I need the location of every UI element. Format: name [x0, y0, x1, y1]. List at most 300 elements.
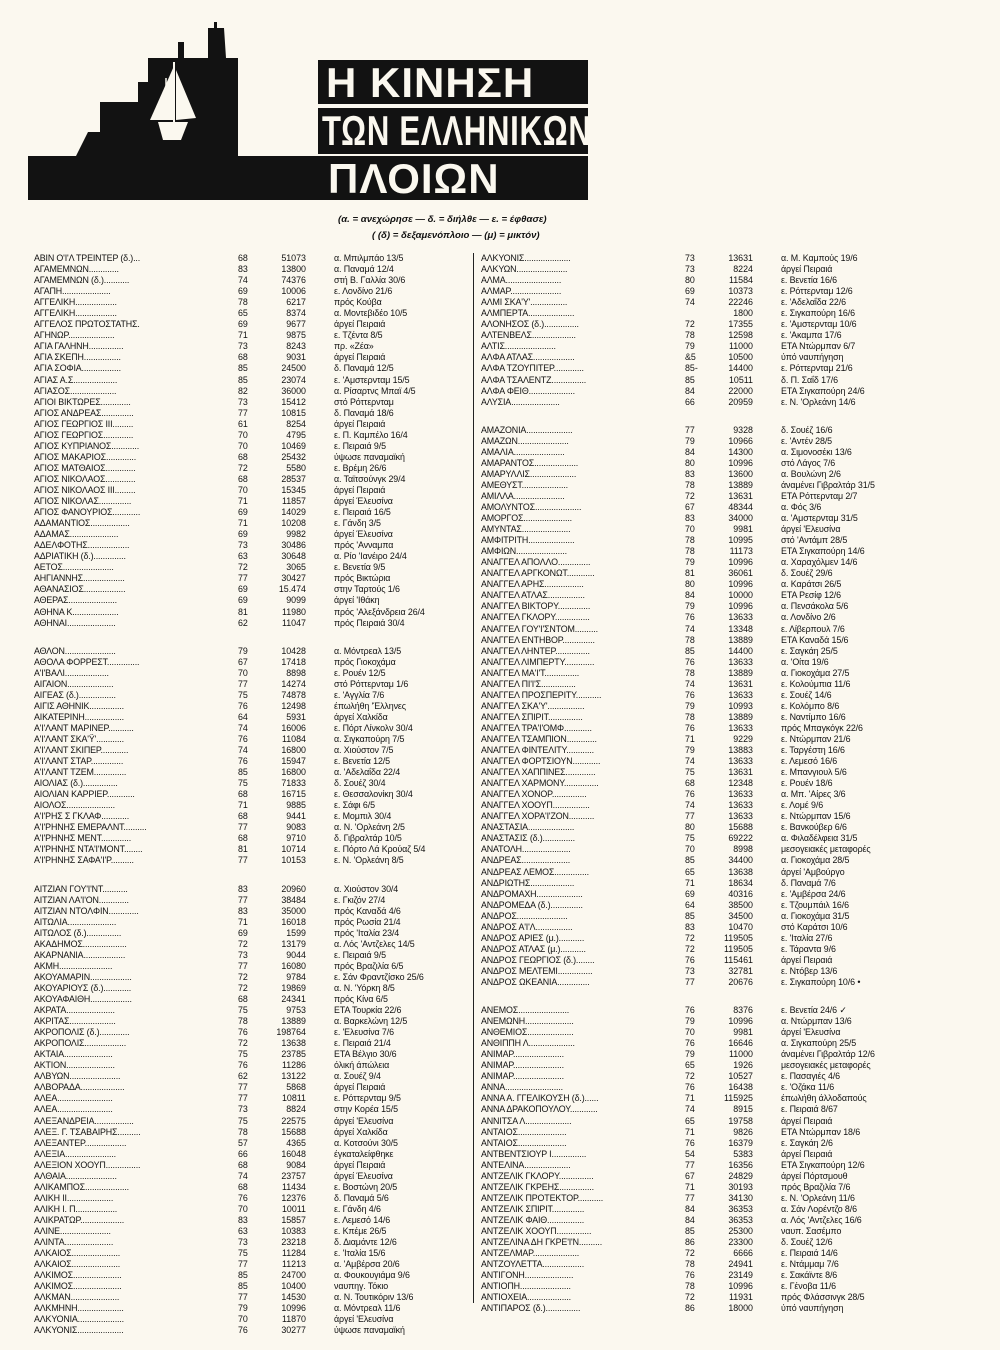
ship-status: πρός Βικτώρια [334, 573, 391, 584]
ship-name: ΑΘΗΝΑ Κ.................... [34, 606, 119, 617]
ship-name: ΑΛΤΙΣ...................... [481, 341, 556, 352]
tonnage: 13633 [728, 789, 753, 800]
ship-status: α. Βουλώνη 2/6 [781, 468, 841, 479]
ship-name: ΑΛΜΑΡ...................... [481, 286, 562, 297]
ship-row [481, 723, 901, 734]
ship-status: α. Σιγκαπούρη 7/5 [334, 733, 405, 744]
ship-name: ΑΝΑΓΓΕΛ ΧΟΝΟΡ............... [481, 789, 587, 800]
ship-name: ΑΚΟΥΑΜΑΡΙΝ.................. [34, 971, 132, 982]
right-column [481, 253, 901, 1314]
tonnage: 11434 [281, 1181, 306, 1192]
build-year: 72 [685, 490, 695, 501]
ship-row [481, 955, 901, 966]
ship-name: ΑΓΙΟΣ ΓΕΩΡΓΙΟΣ............. [34, 429, 134, 440]
ship-name: ΑΛΚΜΗΝΗ.................... [34, 1303, 124, 1314]
ship-status: ε. Βενετία 9/5 [334, 562, 386, 573]
build-year: 72 [685, 932, 695, 943]
build-year: 74 [238, 722, 248, 733]
tonnage: 9981 [733, 1027, 753, 1038]
ship-row [34, 595, 454, 606]
ship-row [34, 1292, 454, 1303]
build-year: 76 [685, 954, 695, 965]
build-year: &5 [685, 352, 696, 363]
build-year: 70 [238, 1203, 248, 1214]
tonnage: 10011 [281, 1203, 306, 1214]
ship-row [34, 800, 454, 811]
ship-status: ε. Τζουμπάιλ 16/6 [781, 899, 849, 910]
tonnage: 18634 [728, 877, 753, 888]
ship-name: ΑΙΟΛΙΑΣ (δ.)............... [34, 778, 118, 789]
ship-row [34, 1325, 454, 1336]
build-year: 68 [238, 994, 248, 1004]
tonnage: 11584 [728, 275, 753, 286]
build-year: 69 [238, 286, 248, 297]
build-year: 77 [238, 1292, 248, 1303]
ship-status: άργεί 'Ιθάκη [334, 595, 380, 606]
tonnage: 15412 [281, 396, 306, 407]
build-year: 67 [685, 1170, 695, 1181]
ship-status: άργεί Χαλκίδα [334, 1126, 388, 1137]
ship-row [481, 491, 901, 502]
ship-status: ε. 'Αμβέρσα 24/6 [781, 888, 846, 899]
ship-row [481, 889, 901, 900]
build-year: 64 [685, 899, 695, 910]
tonnage: 15345 [281, 484, 306, 495]
ship-status: δ. Παναμά 5/6 [334, 1192, 389, 1203]
ship-row [34, 1071, 454, 1082]
build-year: 62 [238, 1071, 248, 1082]
ship-row [34, 1093, 454, 1104]
ship-status: ε. Πειραιά 16/5 [334, 507, 391, 518]
build-year: 77 [238, 1093, 248, 1104]
ship-name: ΑΝΑΓΓΕΛ ΑΤΛΑΣ................ [481, 590, 585, 601]
ship-name: ΑΗΓΙΑΝΝΗΣ.................. [34, 573, 125, 584]
ship-name: ΑΜΥΝΤΑΣ..................... [481, 524, 571, 535]
ship-name: ΑΓΙΑ ΓΑΛΗΝΗ............... [34, 341, 124, 352]
ship-name: ΑΝΑΓΓΕΛ ΣΚΑ'Υ'................ [481, 700, 585, 711]
column-divider [473, 253, 474, 1303]
build-year: 71 [685, 1181, 695, 1192]
tonnage: 115925 [724, 1093, 753, 1104]
build-year: 77 [685, 977, 695, 987]
tonnage: 8898 [286, 667, 306, 678]
build-year: 79 [238, 1303, 248, 1314]
tonnage: 34400 [728, 855, 753, 866]
ship-name: ΑΚΤΙΟΝ..................... [34, 1060, 115, 1071]
tonnage: 10996 [728, 1016, 753, 1027]
tonnage: 13600 [728, 468, 753, 479]
ship-status: δ. Διαμάντε 12/6 [334, 1237, 397, 1248]
ship-name: ΑΝΘΙΠΠΗ Λ.................... [481, 1038, 575, 1049]
build-year: 81 [238, 844, 248, 855]
ship-status: ε. Γάνδη 4/6 [334, 1203, 381, 1214]
ship-row [34, 939, 454, 950]
ship-status: ε. Κολόμπο 8/6 [781, 700, 840, 711]
build-year: 57 [238, 1137, 248, 1148]
tonnage: 13800 [281, 264, 306, 275]
ship-name: ΑΚΤΑΙΑ..................... [34, 1049, 113, 1060]
ship-name: ΑΜΑΖΩΝ...................... [481, 435, 569, 446]
tonnage: 11870 [281, 1314, 306, 1325]
ship-name: ΑΝΑΓΓΕΛ ΧΟΡΑ'Ι'ΖΟΝ........... [481, 811, 595, 822]
build-year: 79 [685, 1049, 695, 1060]
build-year: 85 [238, 767, 248, 778]
ship-status: ε. Γκιζόν 27/4 [334, 894, 386, 905]
build-year: 84 [685, 446, 695, 457]
build-year: 68 [685, 778, 695, 789]
tonnage: 16356 [728, 1159, 753, 1170]
ship-status: πρός Πειραιά 30/4 [334, 617, 405, 628]
ship-row [481, 778, 901, 789]
ship-row [481, 1303, 901, 1314]
ship-name: Α'Ι'ΒΑΛΙ................... [34, 667, 109, 678]
build-year: 78 [685, 1281, 695, 1292]
tonnage: 14029 [281, 507, 306, 518]
build-year: 72 [685, 1071, 695, 1082]
ship-name: ΑΝΑΓΓΕΛ ΤΡΑ'Ι'ΟΜΦ............ [481, 722, 592, 733]
tonnage: 22000 [728, 385, 753, 396]
tonnage: 28537 [281, 473, 306, 484]
ship-row [34, 1149, 454, 1160]
tonnage: 38484 [281, 894, 306, 905]
build-year: 74 [238, 275, 248, 286]
tonnage: 1800 [733, 308, 753, 319]
ship-status: ε. Κολούμπια 11/6 [781, 678, 851, 689]
ship-row [481, 1082, 901, 1093]
build-year: 70 [685, 524, 695, 535]
ship-row [34, 950, 454, 961]
ship-status: α. Σιγκαπούρη 25/5 [781, 1038, 857, 1049]
ship-status: ε. Πειραιά 9/5 [334, 949, 386, 960]
build-year: 64 [238, 711, 248, 722]
ship-status: ΕΤΑ Τουρκία 22/6 [334, 1005, 402, 1016]
ship-status: α. Ρίο 'Ιανέιρο 24/4 [334, 551, 407, 562]
ship-name: ΑΓΓΕΛΙΚΗ.................. [34, 308, 117, 319]
build-year: 77 [238, 573, 248, 584]
tonnage: 9328 [733, 424, 753, 435]
ship-row [34, 419, 454, 430]
ship-row [481, 1104, 901, 1115]
ship-status: άργεί Πειραιά [334, 1159, 386, 1170]
ship-name: ΑΓΙΟΙ ΒΙΚΤΩΡΕΣ............. [34, 396, 131, 407]
tonnage: 13889 [281, 1016, 306, 1027]
tonnage: 5868 [286, 1082, 306, 1093]
tonnage: 36353 [728, 1214, 753, 1225]
ship-name: ΑΓΙΑ ΣΟΦΙΑ................. [34, 363, 121, 374]
build-year: 83 [238, 1214, 248, 1225]
ship-status: α. Παναμά 12/4 [334, 264, 394, 275]
build-year: 75 [685, 767, 695, 778]
ship-status: ε. Μομπιλ 30/4 [334, 811, 392, 822]
title-line-2: ΤΩΝ ΕΛΛΗΝΙΚΩΝ [322, 107, 592, 154]
ship-status: πρός Κίνα 6/5 [334, 994, 388, 1004]
build-year: 72 [685, 319, 695, 330]
ship-name: ΑΔΕΛΦΟΤΗΣ.................. [34, 540, 130, 551]
build-year: 70 [238, 667, 248, 678]
build-year: 79 [685, 341, 695, 352]
ship-row [481, 734, 901, 745]
tonnage: 8254 [286, 418, 306, 429]
ship-row [481, 900, 901, 911]
ship-row [34, 983, 454, 994]
ship-name: ΑΙΤΖΙΑΝ ΓΟΥ'Ι'ΝΤ........... [34, 883, 128, 894]
ship-name: ΑΓΙΟΣ ΦΑΝΟΥΡΙΟΣ............ [34, 507, 141, 518]
ship-row [34, 562, 454, 573]
ship-name: ΑΓΓΕΛΟΣ ΠΡΩΤΟΣΤΑΤΗΣ. [34, 319, 140, 330]
ship-status: ε. Κπέμε 26/5 [334, 1225, 387, 1236]
legend-line-2: ( (δ) = δεξαμενόπλοιο — (μ) = μικτόν) [372, 230, 540, 241]
tonnage: 9753 [286, 1005, 306, 1016]
tonnage: 25432 [281, 451, 306, 462]
ship-row [34, 734, 454, 745]
ship-status: ε. Ρόττερνταμ 12/6 [781, 286, 853, 297]
tonnage: 12498 [281, 700, 306, 711]
ship-row [481, 253, 901, 264]
build-year: 78 [685, 634, 695, 645]
ship-name: ΑΛΚΥΟΝΙΣ.................... [34, 1325, 124, 1336]
ship-row [481, 922, 901, 933]
tonnage: 22575 [281, 1115, 306, 1126]
ship-name: ΑΝΔΡΟΜΑΧΗ.................... [481, 888, 583, 899]
ship-name: ΑΝΑΓΓΕΛ ΧΑΡΜΟΝΥ............... [481, 778, 599, 789]
ship-name: ΑΝΔΡΙΩΤΗΣ................... [481, 877, 575, 888]
ship-name: ΑΛΦΑ ΦΕΙΘ.................... [481, 385, 575, 396]
build-year: 69 [238, 319, 248, 330]
ship-name: Α'Ι'ΛΑΝΤ ΣΤΑΡ.............. [34, 756, 124, 767]
tonnage: 14400 [728, 645, 753, 656]
tonnage: 17355 [728, 319, 753, 330]
ship-row [34, 386, 454, 397]
ship-status: άργεί Πειραιά [334, 418, 386, 429]
build-year: 77 [238, 822, 248, 833]
build-year: 71 [238, 518, 248, 529]
ship-name: ΑΝΔΡΟΣ Α'Ι'Λ................ [481, 921, 573, 932]
ship-status: ε. Πόρτο Λά Κρούαζ 5/4 [334, 844, 426, 855]
ship-status: α. Φός 3/6 [781, 501, 822, 512]
ship-status: πρός Καναδά 4/6 [334, 905, 401, 916]
tonnage: 9875 [286, 330, 306, 341]
ship-status: άργεί Πειραιά [781, 264, 833, 275]
ship-name: ΑΓΙΑ ΣΚΕΠΗ................ [34, 352, 121, 363]
ship-row [34, 286, 454, 297]
ship-row [34, 430, 454, 441]
ship-name: ΑΚΑΔΗΜΟΣ................... [34, 938, 127, 949]
ship-row [481, 330, 901, 341]
ship-name: ΑΜΦΙΤΡΙΤΗ.................... [481, 535, 575, 546]
tonnage: 8374 [286, 308, 306, 319]
ship-row [34, 1193, 454, 1204]
ship-row [481, 568, 901, 579]
ship-status: ε. Λομέ 9/6 [781, 800, 824, 811]
tonnage: 13638 [728, 866, 753, 877]
ship-row [481, 1093, 901, 1104]
tonnage: 10815 [281, 407, 306, 418]
tonnage: 16438 [728, 1082, 753, 1093]
ship-name: ΑΙΓΑΙΟΝ.................... [34, 678, 114, 689]
build-year: 74 [685, 756, 695, 767]
build-year: 68 [238, 352, 248, 363]
tonnage: 9710 [286, 833, 306, 844]
ship-row [34, 341, 454, 352]
ship-name: ΑΝΤΙΠΑΡΟΣ (δ.)............... [481, 1303, 581, 1314]
ship-row [34, 308, 454, 319]
ship-status: ε. Βανκούβερ 6/6 [781, 822, 847, 833]
build-year: 83 [238, 905, 248, 916]
ship-row [34, 712, 454, 723]
ship-status: στό Ρόττερνταμ [334, 396, 394, 407]
build-year: 76 [238, 1192, 248, 1203]
ship-name: ΑΝΤΖΕΛΙΚ ΓΚΛΟΡΥ............... [481, 1170, 594, 1181]
ship-name: ΑΜΕΘΥΣΤ.................... [481, 479, 568, 490]
ship-name: ΑΔΑΜΑΣ..................... [34, 529, 119, 540]
build-year: 85 [238, 363, 248, 374]
ship-row [34, 811, 454, 822]
ship-row [34, 441, 454, 452]
ship-name: ΑΙΟΛΙΑΝ ΚΑΡΡΙΕΡ............ [34, 789, 135, 800]
ship-status: άργεί Πειραιά [334, 484, 386, 495]
ship-status: α. Γιοκοχάμα 27/5 [781, 667, 850, 678]
build-year: 74 [685, 623, 695, 634]
ship-row [34, 917, 454, 928]
tonnage: 119505 [724, 943, 753, 954]
ship-status: α. Βαρκελώνη 12/5 [334, 1016, 408, 1027]
build-year: 77 [238, 960, 248, 971]
ship-name: ΑΚΡΟΠΟΛΙΣ (δ.)............. [34, 1027, 130, 1038]
ship-status: ύψωσε παναμαϊκή [334, 1325, 405, 1336]
ship-status: άργεί Πειραιά [334, 319, 386, 330]
ship-status: άργεί Έλευσίνα [334, 1170, 393, 1181]
ship-name: ΑΓΙΟΣ ΝΙΚΟΛΑΟΣ............. [34, 473, 136, 484]
build-year: 85 [685, 645, 695, 656]
ship-name: ΑΛΚΑΙΟΣ..................... [34, 1248, 121, 1259]
build-year: 76 [685, 612, 695, 623]
ship-status: ύψωσε παναμαϊκή [334, 451, 405, 462]
ship-name: ΑΓΙΑΣΟΣ.................... [34, 385, 117, 396]
tonnage: 10996 [728, 579, 753, 590]
build-year: 73 [238, 396, 248, 407]
ship-name: ΑΛΚΙΜΟΣ..................... [34, 1281, 122, 1292]
ship-name: ΑΛΙΝΕ...................... [34, 1225, 111, 1236]
ship-status: ΕΤΑ Σιγκαπούρη 14/6 [781, 546, 865, 557]
ship-status: α. Σιμονοσέκι 13/6 [781, 446, 852, 457]
ship-name: ΑΛΚΥΩΝ...................... [481, 264, 568, 275]
ship-row [481, 867, 901, 878]
ship-name: ΑΛΟΝΗΣΟΣ (δ.)............... [481, 319, 579, 330]
ship-row [481, 1226, 901, 1237]
title-line-1: Η ΚΙΝΗΣΗ [326, 59, 535, 106]
build-year: 79 [238, 645, 248, 656]
ship-name: ΑΜΟΛΥΝΤΟΣ.................... [481, 501, 582, 512]
ship-status: ε. Πόρτ Λίνκολν 30/4 [334, 722, 413, 733]
ship-status: ε. Λεμεσό 16/6 [781, 756, 838, 767]
ship-status: ε. Πειραιά 9/5 [334, 440, 386, 451]
tonnage: 20960 [281, 883, 306, 894]
build-year: 85- [685, 363, 698, 374]
build-year: 72 [238, 938, 248, 949]
ship-row [481, 878, 901, 889]
ship-name: ΑΝΤΖΕΛΜΑΡ.................... [481, 1248, 580, 1259]
ship-row [34, 363, 454, 374]
build-year: 80 [685, 275, 695, 286]
ship-status: α. 'Αδελαΐδα 22/4 [334, 767, 401, 778]
ship-row [481, 1005, 901, 1016]
build-year: 68 [238, 253, 248, 263]
build-year: 75 [238, 1005, 248, 1016]
build-year: 74 [238, 745, 248, 756]
tonnage: 13631 [728, 767, 753, 778]
tonnage: 11931 [728, 1292, 753, 1303]
ship-name: ΑΛΕΞΙΑ...................... [34, 1148, 116, 1159]
build-year: 77 [238, 1082, 248, 1093]
tonnage: 10208 [281, 518, 306, 529]
ship-status: πρός Βραζιλία 6/5 [334, 960, 404, 971]
build-year: 70 [685, 1027, 695, 1038]
ship-row [34, 1082, 454, 1093]
ship-name: ΑΓΙΟΣ ΜΑΚΑΡΙΟΣ............. [34, 451, 137, 462]
ship-status: ε. Ν. 'Ορλεάνη 8/5 [334, 855, 404, 866]
ship-status: ε. 'Αγγλία 7/6 [334, 689, 385, 700]
ship-row [481, 447, 901, 458]
ship-status: πρ. «Ζέα» [334, 341, 374, 352]
ship-row [481, 546, 901, 557]
build-year: 65 [685, 1060, 695, 1071]
ship-row [481, 1182, 901, 1193]
build-year: 83 [685, 468, 695, 479]
build-year: 70 [685, 844, 695, 855]
build-year: 80 [685, 457, 695, 468]
ship-row [34, 822, 454, 833]
ship-status: άργεί Πόρτσμουθ [781, 1170, 848, 1181]
ship-row [34, 1160, 454, 1171]
ship-status: ναυπ. Σασέμπο [781, 1225, 842, 1236]
ship-status: ε. Π. Καμπέλο 16/4 [334, 429, 408, 440]
ship-name: Α'Ι'ΡΗΝΗΣ ΕΜΕΡΑΛΝΤ.......... [34, 822, 147, 833]
ship-status: ε. Λεμεσό 14/6 [334, 1214, 391, 1225]
tonnage: 19758 [728, 1115, 753, 1126]
ship-name: ΑΚΡΟΠΟΛΙΣ.................. [34, 1038, 127, 1049]
ship-status: στό Λάγος 7/6 [781, 457, 836, 468]
ship-row [481, 745, 901, 756]
build-year: 85 [685, 374, 695, 385]
ship-row [34, 452, 454, 463]
ship-status: δ. Π. Σαΐδ 17/6 [781, 374, 838, 385]
tonnage: 17418 [281, 656, 306, 667]
ship-row [34, 319, 454, 330]
ship-name: ΑΔΑΜΑΝΤΙΟΣ................. [34, 518, 130, 529]
build-year: 76 [685, 789, 695, 800]
tonnage: 13631 [728, 253, 753, 263]
ship-row [481, 1248, 901, 1259]
tonnage: 198764 [276, 1027, 306, 1038]
ship-row [34, 646, 454, 657]
build-year: 81 [238, 606, 248, 617]
ship-row [481, 1027, 901, 1038]
ship-name: ΑΘΑΝΑΣΙΟΣ.................. [34, 584, 126, 595]
ship-row [481, 789, 901, 800]
build-year: 78 [685, 535, 695, 546]
ship-name: ΑΛΚΜΑΝ..................... [34, 1292, 120, 1303]
build-year: 74 [238, 1170, 248, 1181]
ship-status: α. Κοτσούνι 30/5 [334, 1137, 398, 1148]
ship-status: πρός Φλάσσινγκ 28/5 [781, 1292, 865, 1303]
ship-row [481, 701, 901, 712]
build-year: 75 [685, 833, 695, 844]
ship-row [34, 1127, 454, 1138]
build-year: 78 [685, 479, 695, 490]
ship-row [34, 573, 454, 584]
build-year: 77 [685, 1192, 695, 1203]
ship-status: α. Χιούστον 7/5 [334, 745, 394, 756]
